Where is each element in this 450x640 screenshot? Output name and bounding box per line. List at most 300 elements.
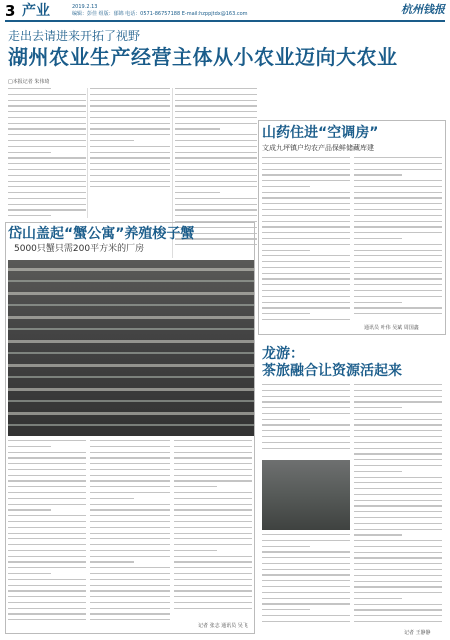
text-line bbox=[8, 128, 86, 129]
text-line bbox=[354, 226, 442, 227]
lead-byline: □本报记者 朱伟琦 bbox=[8, 79, 50, 85]
text-line bbox=[262, 174, 350, 175]
section-name: 产业 bbox=[22, 3, 50, 19]
text-line bbox=[175, 157, 257, 158]
text-line bbox=[262, 273, 350, 274]
text-line bbox=[262, 186, 310, 187]
text-line bbox=[262, 546, 310, 547]
text-line bbox=[90, 486, 170, 487]
text-line bbox=[354, 419, 442, 420]
text-line bbox=[262, 169, 350, 170]
text-line bbox=[8, 585, 86, 586]
text-line bbox=[90, 550, 170, 551]
text-line bbox=[174, 544, 252, 545]
text-line bbox=[174, 457, 252, 458]
text-line bbox=[175, 88, 257, 89]
text-line bbox=[354, 255, 442, 256]
text-line bbox=[354, 284, 442, 285]
text-line bbox=[354, 586, 442, 587]
text-line bbox=[8, 111, 86, 112]
text-line bbox=[90, 94, 170, 95]
text-line bbox=[8, 134, 86, 135]
text-line bbox=[174, 596, 252, 597]
text-line bbox=[354, 302, 402, 303]
text-line bbox=[262, 215, 350, 216]
text-line bbox=[90, 186, 170, 187]
text-line bbox=[8, 198, 86, 199]
text-line bbox=[262, 592, 350, 593]
text-line bbox=[174, 527, 252, 528]
text-line bbox=[90, 515, 170, 516]
text-line bbox=[175, 215, 257, 216]
header-rule bbox=[5, 20, 445, 22]
text-line bbox=[262, 540, 350, 541]
text-line bbox=[354, 384, 442, 385]
text-line bbox=[90, 613, 170, 614]
text-line bbox=[90, 446, 170, 447]
tea-garden-photo bbox=[262, 460, 350, 530]
text-line bbox=[354, 523, 442, 524]
mushroom-column-1 bbox=[262, 157, 350, 327]
text-line bbox=[354, 609, 442, 610]
text-line bbox=[354, 215, 442, 216]
text-line bbox=[262, 586, 350, 587]
text-line bbox=[8, 556, 86, 557]
text-line bbox=[262, 307, 350, 308]
text-line bbox=[354, 180, 442, 181]
text-line bbox=[174, 509, 252, 510]
text-line bbox=[262, 221, 350, 222]
mushroom-credit: 通讯员 叶伟 吴斌 周国鑫 bbox=[364, 325, 419, 331]
crab-apartment-photo bbox=[8, 260, 254, 436]
text-line bbox=[262, 563, 350, 564]
text-line bbox=[8, 146, 86, 147]
text-line bbox=[354, 296, 442, 297]
text-line bbox=[175, 134, 257, 135]
text-line bbox=[90, 509, 170, 510]
editor-contact: 编辑：彭佳 组版：郁锦 电话：0571-86757188 E-mail:hzppjtdx@163.com bbox=[72, 11, 248, 17]
text-line bbox=[8, 561, 86, 562]
text-line bbox=[354, 563, 442, 564]
text-line bbox=[354, 163, 442, 164]
text-line bbox=[90, 504, 170, 505]
text-line bbox=[174, 608, 252, 609]
text-line bbox=[262, 255, 350, 256]
text-line bbox=[8, 492, 86, 493]
text-line bbox=[354, 424, 442, 425]
text-line bbox=[8, 186, 86, 187]
text-line bbox=[262, 267, 350, 268]
text-line bbox=[262, 580, 350, 581]
text-line bbox=[174, 602, 252, 603]
text-line bbox=[354, 290, 442, 291]
text-line bbox=[262, 598, 350, 599]
text-line bbox=[354, 598, 402, 599]
text-line bbox=[262, 209, 350, 210]
text-line bbox=[354, 250, 442, 251]
shelf-row bbox=[8, 400, 254, 402]
text-line bbox=[174, 556, 252, 557]
text-line bbox=[8, 619, 86, 620]
text-line bbox=[354, 534, 402, 535]
text-line bbox=[8, 175, 86, 176]
text-line bbox=[174, 573, 252, 574]
text-line bbox=[174, 533, 252, 534]
text-line bbox=[175, 105, 257, 106]
text-line bbox=[354, 244, 442, 245]
text-line bbox=[354, 604, 442, 605]
text-line bbox=[175, 204, 257, 205]
text-line bbox=[8, 602, 86, 603]
text-line bbox=[262, 396, 350, 397]
text-line bbox=[174, 561, 252, 562]
text-line bbox=[90, 608, 170, 609]
text-line bbox=[262, 407, 350, 408]
longyou-column-3 bbox=[262, 534, 350, 630]
text-line bbox=[8, 181, 86, 182]
text-line bbox=[90, 163, 170, 164]
text-line bbox=[354, 581, 442, 582]
text-line bbox=[90, 480, 170, 481]
text-line bbox=[354, 278, 442, 279]
text-line bbox=[262, 313, 310, 314]
text-line bbox=[175, 100, 257, 101]
text-line bbox=[174, 550, 217, 551]
text-line bbox=[262, 448, 350, 449]
shelf-row bbox=[8, 364, 254, 367]
text-line bbox=[262, 442, 350, 443]
mushroom-column-2 bbox=[354, 157, 442, 320]
text-line bbox=[8, 538, 86, 539]
text-line bbox=[90, 498, 134, 499]
text-line bbox=[90, 561, 134, 562]
crab-column-2 bbox=[90, 440, 170, 630]
text-line bbox=[8, 215, 51, 216]
shelf-row bbox=[8, 280, 254, 282]
text-line bbox=[8, 192, 86, 193]
text-line bbox=[175, 94, 257, 95]
text-line bbox=[354, 203, 442, 204]
shelf-row bbox=[8, 304, 254, 306]
text-line bbox=[90, 157, 170, 158]
text-line bbox=[354, 157, 442, 158]
text-line bbox=[262, 244, 350, 245]
text-line bbox=[174, 475, 252, 476]
text-line bbox=[262, 163, 350, 164]
crab-headline: 岱山盖起“蟹公寓”养殖梭子蟹 bbox=[8, 226, 195, 242]
text-line bbox=[90, 567, 170, 568]
text-line bbox=[8, 567, 86, 568]
text-line bbox=[354, 477, 442, 478]
text-line bbox=[262, 180, 350, 181]
text-line bbox=[8, 94, 86, 95]
text-line bbox=[90, 452, 170, 453]
text-line bbox=[354, 197, 442, 198]
text-line bbox=[262, 551, 350, 552]
text-line bbox=[8, 504, 86, 505]
text-line bbox=[354, 267, 442, 268]
text-line bbox=[8, 140, 86, 141]
text-line bbox=[262, 424, 350, 425]
text-line bbox=[262, 192, 350, 193]
text-line bbox=[90, 88, 170, 89]
text-line bbox=[354, 517, 442, 518]
text-line bbox=[262, 261, 350, 262]
text-line bbox=[354, 511, 442, 512]
text-line bbox=[354, 575, 442, 576]
text-line bbox=[354, 221, 442, 222]
text-line bbox=[174, 440, 252, 441]
text-line bbox=[262, 603, 350, 604]
page-number: 3 bbox=[5, 2, 16, 20]
text-line bbox=[8, 608, 86, 609]
text-line bbox=[8, 498, 86, 499]
text-line bbox=[354, 448, 442, 449]
text-line bbox=[90, 538, 170, 539]
text-line bbox=[174, 452, 252, 453]
text-line bbox=[8, 157, 86, 158]
text-line bbox=[354, 488, 442, 489]
text-line bbox=[262, 232, 350, 233]
text-line bbox=[262, 390, 350, 391]
text-line bbox=[354, 546, 442, 547]
text-line bbox=[8, 515, 86, 516]
text-line bbox=[262, 302, 350, 303]
text-line bbox=[354, 453, 442, 454]
text-line bbox=[90, 100, 170, 101]
text-line bbox=[8, 544, 86, 545]
text-line bbox=[174, 446, 252, 447]
longyou-column-2 bbox=[354, 384, 442, 630]
text-line bbox=[354, 540, 442, 541]
text-line bbox=[354, 401, 442, 402]
text-line bbox=[262, 226, 350, 227]
text-line bbox=[354, 430, 442, 431]
text-line bbox=[90, 596, 170, 597]
shelf-row bbox=[8, 340, 254, 343]
text-line bbox=[175, 140, 257, 141]
text-line bbox=[354, 273, 442, 274]
crab-subheadline: 5000只蟹只需200平方米的厂房 bbox=[14, 244, 145, 254]
text-line bbox=[90, 169, 170, 170]
text-line bbox=[174, 515, 252, 516]
text-line bbox=[354, 313, 442, 314]
text-line bbox=[175, 152, 257, 153]
text-line bbox=[90, 146, 170, 147]
text-line bbox=[262, 621, 350, 622]
text-line bbox=[354, 192, 442, 193]
text-line bbox=[8, 469, 86, 470]
text-line bbox=[354, 174, 402, 175]
text-line bbox=[262, 290, 350, 291]
text-line bbox=[90, 533, 170, 534]
issue-date: 2019.2.13 bbox=[72, 4, 98, 10]
text-line bbox=[175, 198, 257, 199]
text-line bbox=[175, 209, 257, 210]
text-line bbox=[175, 169, 257, 170]
text-line bbox=[8, 480, 86, 481]
text-line bbox=[175, 186, 257, 187]
lead-kicker: 走出去请进来开拓了视野 bbox=[8, 29, 141, 43]
text-line bbox=[8, 573, 51, 574]
crab-column-1 bbox=[8, 440, 86, 630]
mushroom-subheadline: 文成九坪镇户均农产品保鲜储藏库建 bbox=[262, 144, 374, 152]
text-line bbox=[90, 152, 170, 153]
text-line bbox=[174, 521, 252, 522]
text-line bbox=[174, 492, 252, 493]
text-line bbox=[262, 436, 350, 437]
text-line bbox=[262, 203, 350, 204]
shelf-row bbox=[8, 328, 254, 330]
text-line bbox=[90, 619, 170, 620]
text-line bbox=[90, 521, 170, 522]
text-line bbox=[354, 169, 442, 170]
text-line bbox=[90, 128, 170, 129]
text-line bbox=[90, 105, 170, 106]
lead-column-2 bbox=[90, 88, 170, 196]
text-line bbox=[175, 181, 257, 182]
text-line bbox=[174, 579, 252, 580]
text-line bbox=[354, 442, 442, 443]
text-line bbox=[354, 307, 442, 308]
text-line bbox=[354, 621, 442, 622]
text-line bbox=[354, 407, 402, 408]
text-line bbox=[354, 465, 442, 466]
text-line bbox=[175, 175, 257, 176]
text-line bbox=[354, 529, 442, 530]
column-divider bbox=[87, 88, 88, 218]
text-line bbox=[90, 585, 170, 586]
text-line bbox=[90, 590, 170, 591]
shelf-row bbox=[8, 316, 254, 319]
text-line bbox=[90, 440, 170, 441]
text-line bbox=[174, 585, 252, 586]
longyou-column-1 bbox=[262, 384, 350, 456]
shelf-row bbox=[8, 388, 254, 391]
shelf-row bbox=[8, 424, 254, 426]
text-line bbox=[90, 463, 170, 464]
lead-headline: 湖州农业生产经营主体从小农业迈向大农业 bbox=[8, 45, 398, 69]
text-line bbox=[8, 463, 86, 464]
text-line bbox=[262, 615, 350, 616]
text-line bbox=[175, 192, 220, 193]
text-line bbox=[354, 459, 442, 460]
text-line bbox=[90, 140, 134, 141]
text-line bbox=[354, 615, 442, 616]
mushroom-headline: 山药住进“空调房” bbox=[262, 125, 379, 141]
text-line bbox=[8, 613, 86, 614]
text-line bbox=[90, 134, 170, 135]
text-line bbox=[8, 550, 86, 551]
text-line bbox=[354, 390, 442, 391]
text-line bbox=[90, 117, 170, 118]
lead-column-1 bbox=[8, 88, 86, 226]
text-line bbox=[354, 569, 442, 570]
text-line bbox=[354, 261, 442, 262]
text-line bbox=[262, 419, 310, 420]
text-line bbox=[8, 533, 86, 534]
text-line bbox=[8, 117, 86, 118]
text-line bbox=[8, 123, 86, 124]
text-line bbox=[354, 505, 442, 506]
text-line bbox=[262, 284, 350, 285]
text-line bbox=[90, 123, 170, 124]
text-line bbox=[262, 278, 350, 279]
text-line bbox=[354, 500, 442, 501]
text-line bbox=[90, 175, 170, 176]
text-line bbox=[175, 146, 257, 147]
shelf-row bbox=[8, 292, 254, 295]
text-line bbox=[262, 319, 350, 320]
text-line bbox=[262, 569, 350, 570]
text-line bbox=[90, 573, 170, 574]
text-line bbox=[90, 544, 170, 545]
text-line bbox=[354, 494, 442, 495]
text-line bbox=[90, 457, 170, 458]
text-line bbox=[8, 579, 86, 580]
text-line bbox=[175, 111, 257, 112]
text-line bbox=[174, 538, 252, 539]
text-line bbox=[174, 504, 252, 505]
text-line bbox=[175, 123, 257, 124]
text-line bbox=[262, 296, 350, 297]
text-line bbox=[90, 181, 170, 182]
text-line bbox=[354, 557, 442, 558]
text-line bbox=[174, 480, 252, 481]
text-line bbox=[174, 463, 252, 464]
text-line bbox=[8, 163, 86, 164]
text-line bbox=[354, 232, 442, 233]
text-line bbox=[8, 169, 86, 170]
text-line bbox=[8, 105, 86, 106]
text-line bbox=[8, 88, 51, 89]
crab-credit: 记者 张志 通讯员 吴飞 bbox=[198, 623, 248, 629]
crab-column-3 bbox=[174, 440, 252, 618]
text-line bbox=[8, 100, 86, 101]
text-line bbox=[8, 452, 86, 453]
text-line bbox=[354, 238, 402, 239]
text-line bbox=[262, 557, 350, 558]
text-line bbox=[262, 250, 310, 251]
longyou-headline-line1: 龙游： bbox=[262, 346, 304, 362]
text-line bbox=[354, 471, 402, 472]
text-line bbox=[175, 163, 257, 164]
longyou-headline-line2: 茶旅融合让资源活起来 bbox=[262, 363, 402, 379]
text-line bbox=[354, 592, 442, 593]
shelf-row bbox=[8, 412, 254, 415]
text-line bbox=[354, 482, 442, 483]
text-line bbox=[354, 186, 442, 187]
text-line bbox=[354, 413, 442, 414]
text-line bbox=[262, 384, 350, 385]
text-line bbox=[262, 197, 350, 198]
text-line bbox=[262, 401, 350, 402]
shelf-row bbox=[8, 376, 254, 378]
text-line bbox=[8, 152, 51, 153]
shelf-row bbox=[8, 268, 254, 271]
longyou-credit: 记者 王静静 bbox=[404, 630, 431, 636]
text-line bbox=[175, 128, 220, 129]
text-line bbox=[8, 590, 86, 591]
text-line bbox=[90, 111, 170, 112]
text-line bbox=[174, 486, 217, 487]
text-line bbox=[8, 596, 86, 597]
text-line bbox=[90, 475, 170, 476]
text-line bbox=[262, 574, 350, 575]
text-line bbox=[8, 521, 86, 522]
text-line bbox=[90, 492, 170, 493]
text-line bbox=[262, 413, 350, 414]
